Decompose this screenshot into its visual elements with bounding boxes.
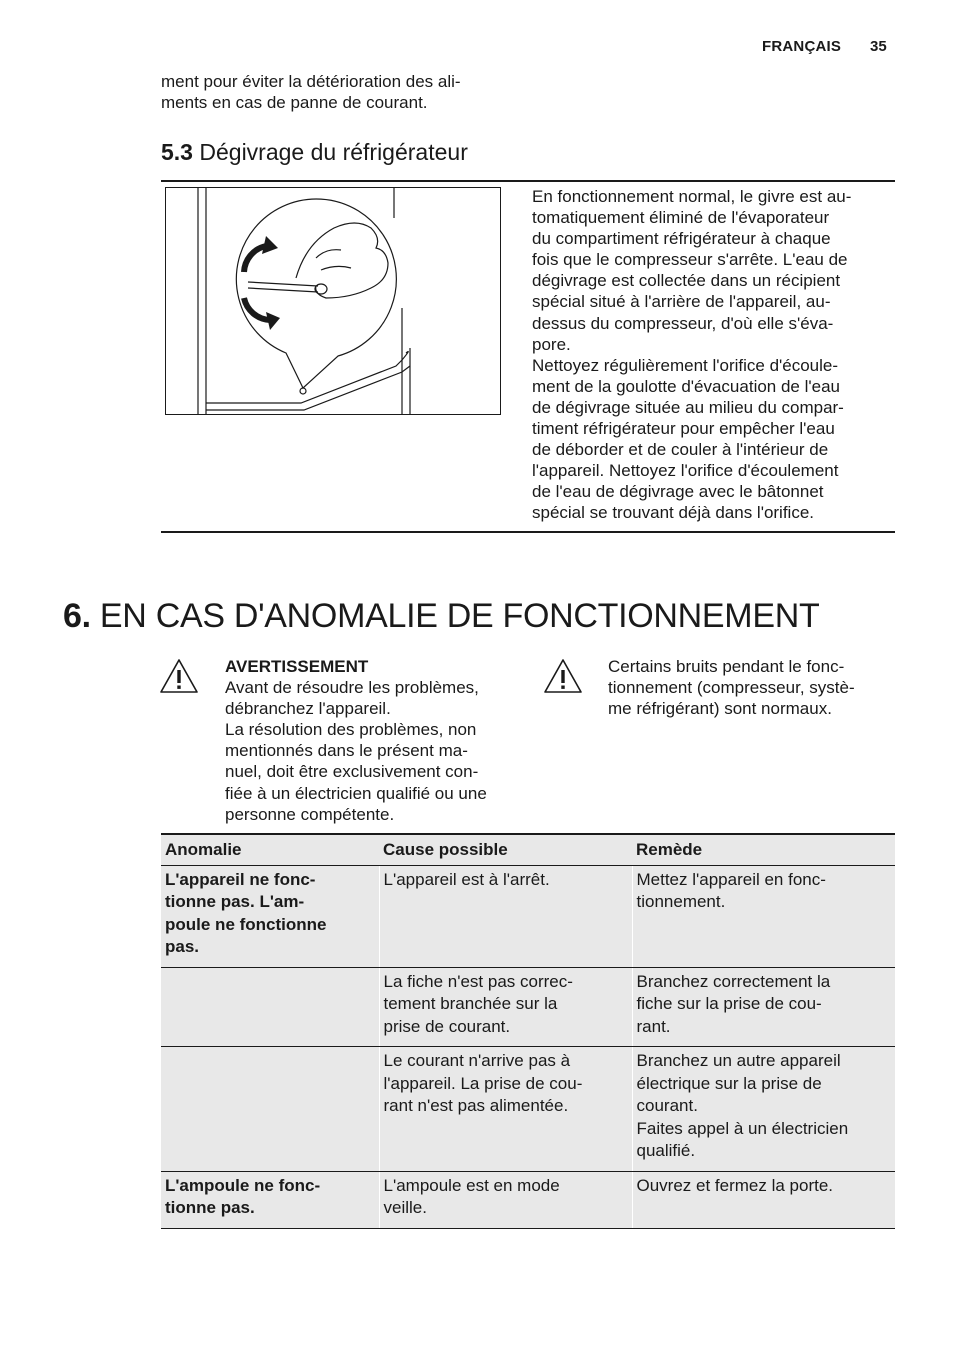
- section-number: 5.3: [161, 139, 193, 165]
- text-line: Certains bruits pendant le fonc-: [608, 657, 845, 676]
- text-line: spécial situé à l'arrière de l'appareil, au-: [532, 292, 831, 312]
- defrost-drawing: [166, 188, 500, 414]
- remedy-cell: [632, 865, 895, 967]
- anomaly-cell: [161, 1047, 379, 1172]
- text-line: Ouvrez et fermez la porte.: [636, 1175, 834, 1195]
- section-title: EN CAS D'ANOMALIE DE FONCTIONNEMENT: [99, 597, 820, 635]
- text-line: électrique sur la prise de: [636, 1073, 822, 1093]
- text-line: timent réfrigérateur pour empêcher l'eau: [532, 419, 835, 439]
- column-header-anomaly: Anomalie: [161, 834, 379, 865]
- text-line: me réfrigérant) sont normaux.: [608, 699, 832, 719]
- text-line: dessus du compresseur, d'où elle s'éva-: [532, 313, 834, 333]
- text-line: tement branchée sur la: [383, 994, 558, 1013]
- text-line: du compartiment réfrigérateur à chaque: [532, 229, 831, 249]
- text-line: ments en cas de panne de courant.: [161, 93, 428, 112]
- warning-triangle-icon: [543, 658, 583, 694]
- top-rule: [161, 180, 895, 182]
- text-line: fiée à un électricien qualifié ou une: [225, 783, 487, 803]
- section-number: 6.: [63, 597, 91, 635]
- text-line: tionnement (compresseur, systè-: [608, 678, 855, 698]
- text-line: La résolution des problèmes, non: [225, 720, 477, 740]
- anomaly-cell: [161, 1171, 379, 1228]
- text-line: fois que le compresseur s'arrête. L'eau de: [532, 250, 848, 270]
- text-line: rant n'est pas alimentée.: [383, 1096, 569, 1115]
- text-line: spécial se trouvant déjà dans l'orifice.: [532, 503, 815, 523]
- text-line: La fiche n'est pas correc-: [383, 971, 573, 991]
- text-line: L'ampoule est en mode: [383, 1175, 560, 1195]
- note-block: [608, 656, 893, 719]
- text-line: tionne pas.: [165, 1198, 255, 1217]
- warning-title: AVERTISSEMENT: [225, 657, 369, 676]
- anomaly-cell: [161, 865, 379, 967]
- table-row: [161, 967, 895, 1047]
- text-line: débranchez l'appareil.: [225, 699, 391, 719]
- text-line: de dégivrage située au milieu du compar-: [532, 397, 844, 417]
- troubleshooting-table: [161, 833, 895, 1229]
- cause-cell: [379, 865, 632, 967]
- text-line: fiche sur la prise de cou-: [636, 994, 822, 1013]
- text-line: L'appareil ne fonc-: [165, 869, 316, 889]
- text-line: ment pour éviter la détérioration des ali-: [161, 72, 461, 91]
- text-line: courant.: [636, 1096, 698, 1115]
- warning-block: [225, 656, 515, 825]
- text-line: L'appareil est à l'arrêt.: [383, 869, 550, 889]
- text-line: veille.: [383, 1198, 427, 1217]
- text-line: l'appareil. La prise de cou-: [383, 1073, 583, 1093]
- warning-triangle-icon: [159, 658, 199, 694]
- text-line: rant.: [636, 1016, 671, 1036]
- text-line: Faites appel à un électricien: [636, 1118, 849, 1138]
- table-header-row: [161, 834, 895, 865]
- column-header-cause: Cause possible: [379, 834, 632, 865]
- table-row: [161, 865, 895, 967]
- cause-cell: [379, 967, 632, 1047]
- text-line: nuel, doit être exclusivement con-: [225, 762, 479, 782]
- text-line: tomatiquement éliminé de l'évaporateur: [532, 208, 830, 228]
- anomaly-cell: [161, 967, 379, 1047]
- text-line: mentionnés dans le présent ma-: [225, 741, 468, 761]
- text-line: Le courant n'arrive pas à: [383, 1051, 571, 1070]
- text-line: Avant de résoudre les problèmes,: [225, 678, 479, 698]
- text-line: En fonctionnement normal, le givre est au-: [532, 187, 852, 206]
- text-line: Nettoyez régulièrement l'orifice d'écoule-: [532, 355, 839, 375]
- text-line: tionnement.: [636, 892, 726, 911]
- table-row: [161, 1171, 895, 1228]
- text-line: pas.: [165, 937, 200, 956]
- intro-paragraph: [161, 71, 521, 113]
- text-line: poule ne fonctionne: [165, 914, 327, 934]
- section-heading-6: [63, 597, 819, 636]
- text-line: l'appareil. Nettoyez l'orifice d'écoulement: [532, 461, 839, 481]
- text-line: personne compétente.: [225, 804, 395, 824]
- cause-cell: [379, 1171, 632, 1228]
- header-language: FRANÇAIS: [762, 38, 842, 55]
- text-line: de déborder et de couler à l'intérieur de: [532, 440, 829, 460]
- table-row: [161, 1047, 895, 1172]
- text-line: Branchez un autre appareil: [636, 1051, 841, 1070]
- text-line: qualifié.: [636, 1141, 696, 1160]
- bottom-rule: [161, 531, 895, 533]
- text-line: Mettez l'appareil en fonc-: [636, 869, 826, 889]
- text-line: dégivrage est collectée dans un récipient: [532, 271, 841, 291]
- text-line: de l'eau de dégivrage avec le bâtonnet: [532, 482, 824, 502]
- text-line: ment de la goulotte d'évacuation de l'eau: [532, 376, 840, 396]
- defrost-instructions: [532, 186, 892, 524]
- defrost-illustration: [165, 187, 501, 415]
- remedy-cell: [632, 1171, 895, 1228]
- column-header-remedy: Remède: [632, 834, 895, 865]
- section-heading-5-3: [161, 139, 468, 166]
- text-line: prise de courant.: [383, 1016, 511, 1036]
- text-line: tionne pas. L'am-: [165, 892, 305, 911]
- text-line: L'ampoule ne fonc-: [165, 1175, 321, 1195]
- cause-cell: [379, 1047, 632, 1172]
- section-title: Dégivrage du réfrigérateur: [199, 139, 468, 165]
- text-line: pore.: [532, 334, 571, 354]
- text-line: Branchez correctement la: [636, 971, 831, 991]
- remedy-cell: [632, 967, 895, 1047]
- page-number: 35: [870, 38, 887, 55]
- remedy-cell: [632, 1047, 895, 1172]
